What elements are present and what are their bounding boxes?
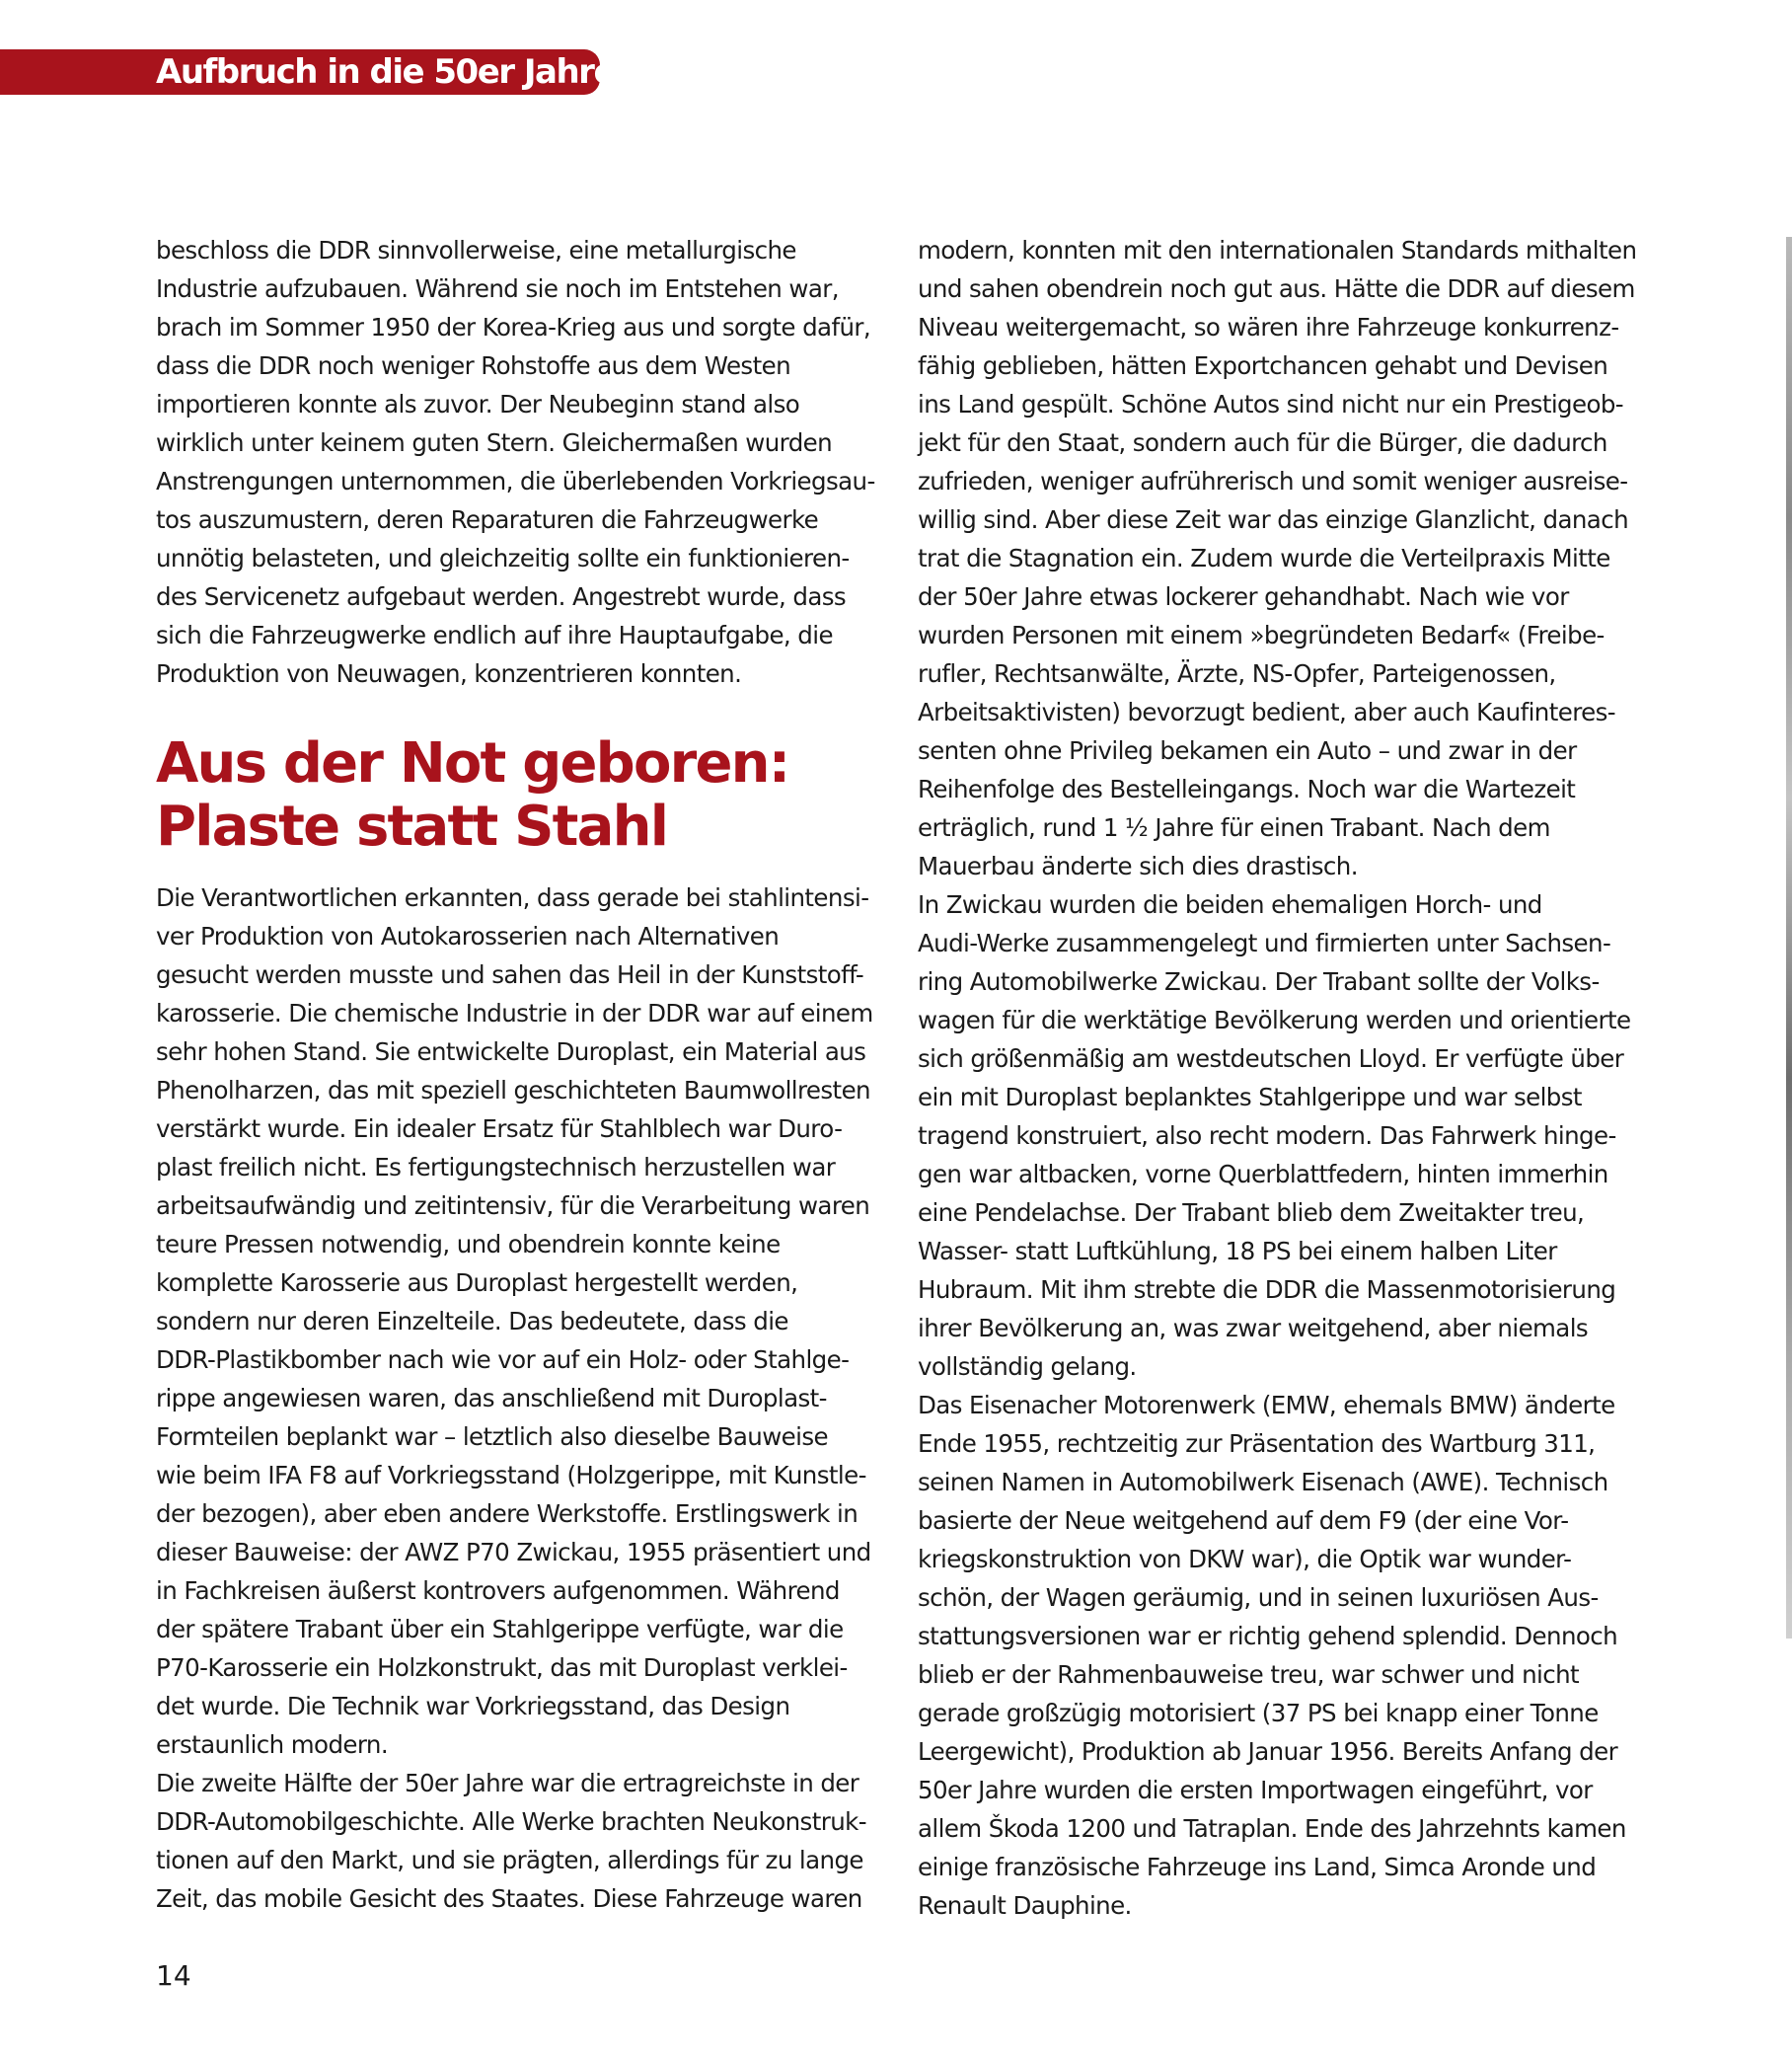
text-line: wagen für die werktätige Bevölkerung werden und orientierte [918,1006,1631,1034]
text-line: 50er Jahre wurden die ersten Importwagen eingeführt, vor [918,1776,1593,1804]
text-line: tionen auf den Markt, und sie prägten, allerdings für zu lange [156,1846,863,1874]
text-line: einige französische Fahrzeuge ins Land, Simca Aronde und [918,1853,1597,1881]
text-line: Mauerbau änderte sich dies drastisch. [918,852,1358,880]
text-line: kriegskonstruktion von DKW war), die Optik war wunder- [918,1545,1572,1573]
text-line: allem Škoda 1200 und Tatraplan. Ende des Jahrzehnts kamen [918,1814,1626,1843]
text-line: Niveau weitergemacht, so wären ihre Fahrzeuge konkurrenz- [918,313,1619,342]
text-line: Anstrengungen unternommen, die überlebenden Vorkriegsau- [156,467,875,496]
section-heading [156,693,906,878]
section-body [156,878,906,1918]
text-line: trat die Stagnation ein. Zudem wurde die Verteilpraxis Mitte [918,544,1610,572]
text-line: plast freilich nicht. Es fertigungstechnisch herzustellen war [156,1153,836,1182]
text-line: Arbeitsaktivisten) bevorzugt bedient, aber auch Kaufinteres- [918,698,1616,726]
text-line: teure Pressen notwendig, und obendrein konnte keine [156,1230,781,1258]
text-line: der bezogen), aber eben andere Werkstoffe. Erstlingswerk in [156,1499,859,1528]
text-line: komplette Karosserie aus Duroplast hergestellt werden, [156,1268,798,1297]
text-line: eine Pendelachse. Der Trabant blieb dem Zweitakter treu, [918,1198,1585,1227]
chapter-title: Aufbruch in die 50er Jahre [156,52,616,92]
heading-line: Plaste statt Stahl [156,795,668,859]
text-line: stattungsversionen war er richtig gehend splendid. Dennoch [918,1622,1618,1650]
text-line: brach im Sommer 1950 der Korea-Krieg aus und sorgte dafür, [156,313,871,342]
left-column [156,231,906,1918]
text-line: blieb er der Rahmenbauweise treu, war schwer und nicht [918,1660,1580,1689]
text-line: Renault Dauphine. [918,1891,1132,1920]
text-line: zufrieden, weniger aufrührerisch und somit weniger ausreise- [918,467,1628,496]
text-line: seinen Namen in Automobilwerk Eisenach (AWE). Technisch [918,1468,1608,1496]
text-line: basierte der Neue weitgehend auf dem F9 (der eine Vor- [918,1506,1569,1535]
text-line: Audi-Werke zusammengelegt und firmierten unter Sachsen- [918,929,1611,957]
text-line: sondern nur deren Einzelteile. Das bedeutete, dass die [156,1307,788,1335]
text-line: wurden Personen mit einem »begründeten Bedarf« (Freibe- [918,621,1605,649]
text-line: senten ohne Privileg bekamen ein Auto – und zwar in der [918,736,1577,765]
text-line: erstaunlich modern. [156,1730,389,1759]
text-line: unnötig belasteten, und gleichzeitig sollte ein funktionieren- [156,544,850,572]
text-line: Wasser- statt Luftkühlung, 18 PS bei einem halben Liter [918,1237,1557,1265]
text-line: ein mit Duroplast beplanktes Stahlgerippe und war selbst [918,1083,1582,1111]
heading-line: Aus der Not geboren: [156,731,789,796]
page-edge-photo-strip [1786,237,1792,1639]
text-line: jekt für den Staat, sondern auch für die Bürger, die dadurch [918,428,1607,457]
text-line: Hubraum. Mit ihm strebte die DDR die Massenmotorisierung [918,1275,1616,1304]
text-line: Formteilen beplankt war – letztlich also dieselbe Bauweise [156,1422,828,1451]
right-column-text [918,231,1668,1925]
text-line: Produktion von Neuwagen, konzentrieren konnten. [156,659,742,688]
text-line: der 50er Jahre etwas lockerer gehandhabt. Nach wie vor [918,582,1569,611]
text-line: importieren konnte als zuvor. Der Neubeginn stand also [156,390,800,419]
text-line: ring Automobilwerke Zwickau. Der Trabant sollte der Volks- [918,967,1600,996]
text-line: DDR-Plastikbomber nach wie vor auf ein Holz- oder Stahlge- [156,1345,850,1374]
text-line: In Zwickau wurden die beiden ehemaligen Horch- und [918,890,1542,919]
text-line: arbeitsaufwändig und zeitintensiv, für die Verarbeitung waren [156,1191,870,1220]
text-line: Die zweite Hälfte der 50er Jahre war die ertragreichste in der [156,1769,859,1797]
text-line: ins Land gespült. Schöne Autos sind nicht nur ein Prestigeob- [918,390,1624,419]
page-number: 14 [156,1959,191,1992]
text-line: Reihenfolge des Bestelleingangs. Noch war die Wartezeit [918,775,1576,803]
text-line: sehr hohen Stand. Sie entwickelte Duroplast, ein Material aus [156,1037,866,1066]
text-line: karosserie. Die chemische Industrie in der DDR war auf einem [156,999,873,1028]
text-line: ver Produktion von Autokarosserien nach Alternativen [156,922,780,951]
intro-paragraph [156,231,906,693]
text-line: fähig geblieben, hätten Exportchancen gehabt und Devisen [918,351,1608,380]
text-line: wie beim IFA F8 auf Vorkriegsstand (Holzgerippe, mit Kunstle- [156,1461,866,1489]
text-line: vollständig gelang. [918,1352,1137,1381]
text-line: Die Verantwortlichen erkannten, dass gerade bei stahlintensi- [156,883,869,912]
text-line: wirklich unter keinem guten Stern. Gleichermaßen wurden [156,428,833,457]
text-line: sich die Fahrzeugwerke endlich auf ihre Hauptaufgabe, die [156,621,833,649]
text-line: willig sind. Aber diese Zeit war das einzige Glanzlicht, danach [918,505,1629,534]
text-line: gerade großzügig motorisiert (37 PS bei knapp einer Tonne [918,1699,1599,1727]
text-line: dieser Bauweise: der AWZ P70 Zwickau, 1955 präsentiert und [156,1538,871,1566]
text-line: rippe angewiesen waren, das anschließend mit Duroplast- [156,1384,827,1412]
text-line: Ende 1955, rechtzeitig zur Präsentation des Wartburg 311, [918,1429,1596,1458]
text-line: schön, der Wagen geräumig, und in seinen luxuriösen Aus- [918,1583,1599,1612]
text-line: ihrer Bevölkerung an, was zwar weitgehend, aber niemals [918,1314,1589,1342]
text-line: Das Eisenacher Motorenwerk (EMW, ehemals BMW) änderte [918,1391,1615,1419]
text-line: P70-Karosserie ein Holzkonstrukt, das mit Duroplast verklei- [156,1653,848,1682]
text-line: rufler, Rechtsanwälte, Ärzte, NS-Opfer, Parteigenossen, [918,659,1556,688]
text-line: tragend konstruiert, also recht modern. Das Fahrwerk hinge- [918,1121,1616,1150]
chapter-header-bar [0,49,616,95]
text-line: tos auszumustern, deren Reparaturen die Fahrzeugwerke [156,505,819,534]
text-line: beschloss die DDR sinnvollerweise, eine metallurgische [156,236,796,265]
text-line: Zeit, das mobile Gesicht des Staates. Diese Fahrzeuge waren [156,1884,862,1913]
right-column [918,231,1668,1925]
text-line: Phenolharzen, das mit speziell geschichteten Baumwollresten [156,1076,870,1105]
text-line: Industrie aufzubauen. Während sie noch im Entstehen war, [156,274,839,303]
text-line: dass die DDR noch weniger Rohstoffe aus dem Westen [156,351,790,380]
text-line: gesucht werden musste und sahen das Heil in der Kunststoff- [156,960,864,989]
text-line: und sahen obendrein noch gut aus. Hätte die DDR auf diesem [918,274,1635,303]
text-line: sich größenmäßig am westdeutschen Lloyd. Er verfügte über [918,1044,1624,1073]
text-line: in Fachkreisen äußerst kontrovers aufgenommen. Während [156,1576,840,1605]
text-line: verstärkt wurde. Ein idealer Ersatz für Stahlblech war Duro- [156,1114,843,1143]
text-line: der spätere Trabant über ein Stahlgerippe verfügte, war die [156,1615,844,1643]
text-line: det wurde. Die Technik war Vorkriegsstand, das Design [156,1692,790,1720]
text-line: gen war altbacken, vorne Querblattfedern, hinten immerhin [918,1160,1608,1188]
text-line: Leergewicht), Produktion ab Januar 1956. Bereits Anfang der [918,1737,1618,1766]
text-line: erträglich, rund 1 ½ Jahre für einen Trabant. Nach dem [918,813,1550,842]
text-line: DDR-Automobilgeschichte. Alle Werke brachten Neukonstruk- [156,1807,866,1836]
text-line: modern, konnten mit den internationalen Standards mithalten [918,236,1637,265]
text-line: des Servicenetz aufgebaut werden. Angestrebt wurde, dass [156,582,847,611]
